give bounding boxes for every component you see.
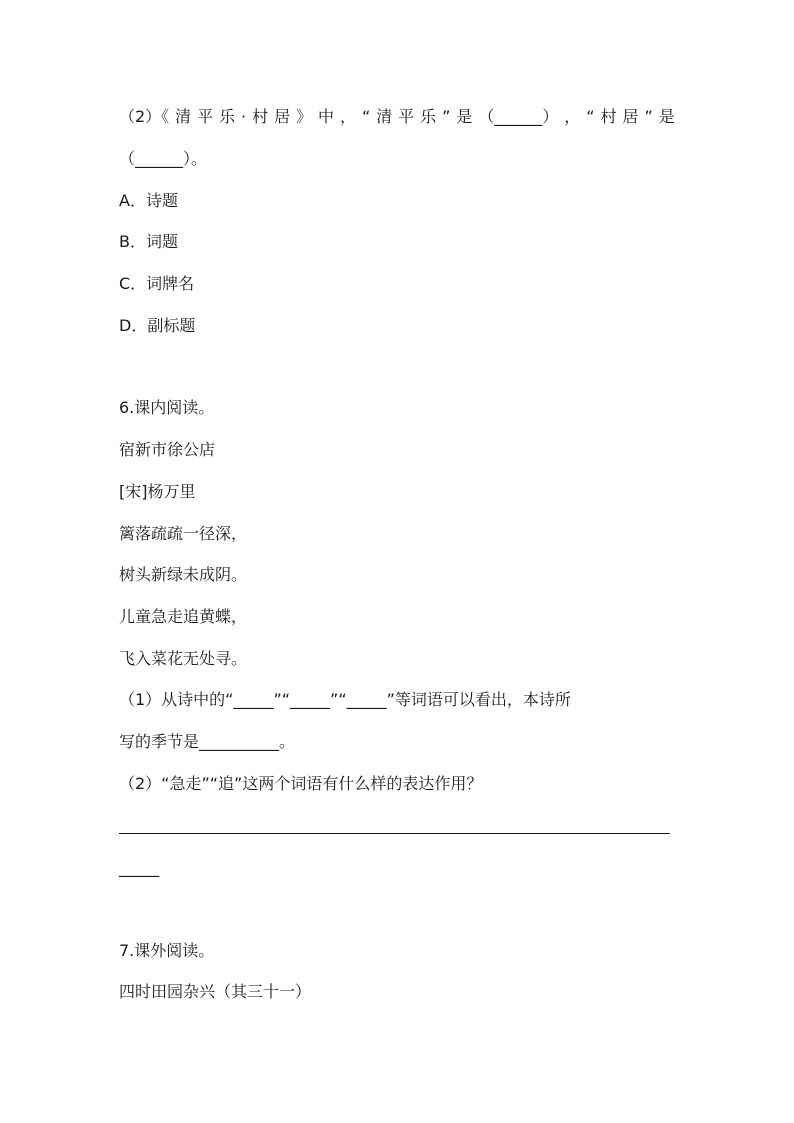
q5-2-prompt-part: “ [361,107,371,126]
q5-2-prompt-part: · [241,107,247,126]
q5-2-prompt-part: ” [644,107,653,126]
q5-2-prompt-part: 清 [175,107,192,126]
option-b[interactable]: B．词题 [119,232,178,251]
q6-poem-title: 宿新市徐公店 [119,440,216,459]
q6-poem-line: 篱落疏疏一径深， [119,524,248,543]
q6-sub1-line2[interactable]: 写的季节是__________。 [119,732,296,751]
q5-2-prompt-part: 乐 [219,107,236,126]
q5-2-prompt-part: 居 [622,107,639,126]
q5-2-prompt-part: 中 [318,107,335,126]
q6-poem-line: 儿童急走追黄蝶， [119,607,248,626]
q5-2-blank-1[interactable]: （______） [478,107,559,126]
q6-sub1-line1[interactable]: （1）从诗中的“_____”“_____”“_____”等词语可以看出，本诗所 [119,690,571,709]
q5-2-prompt-part: ， [564,107,581,126]
q5-2-prompt-part: 清 [376,107,393,126]
q6-poem-line: 飞入菜花无处寻。 [119,649,248,668]
q5-2-prompt-part: “ [586,107,595,126]
q6-heading: 6.课内阅读。 [119,398,215,417]
q5-2-prompt-part: （2）《 [119,107,170,126]
q6-sub2-question: （2）“急走”“追”这两个词语有什么样的表达作用？ [119,774,483,793]
q5-2-prompt-part: 居 [274,107,291,126]
q7-heading: 7.课外阅读。 [119,941,215,960]
q5-2-prompt-part: 村 [252,107,269,126]
option-a[interactable]: A．诗题 [119,191,178,210]
q5-2-prompt-part: ， [339,107,356,126]
q5-2-prompt-part: 是 [658,107,675,126]
q7-poem-title: 四时田园杂兴（其三十一） [119,982,312,1001]
option-c[interactable]: C．词牌名 [119,274,195,293]
option-d[interactable]: D．副标题 [119,316,196,335]
q6-author: [宋]杨万里 [119,482,196,501]
q5-2-prompt-line1 [119,107,675,127]
q6-poem-line: 树头新绿未成阴。 [119,565,248,584]
q5-2-prompt-part: 乐 [420,107,437,126]
q5-2-prompt-part: 是 [456,107,473,126]
q5-2-prompt-part: 平 [197,107,214,126]
q5-2-prompt-line2[interactable]: （______）。 [119,149,208,168]
q5-2-prompt-part: 村 [600,107,617,126]
q5-2-prompt-part: ” [442,107,451,126]
q5-2-prompt-part: 》 [296,107,313,126]
q6-answer-tail[interactable]: _____ [119,858,159,877]
q6-answer-line[interactable] [119,833,670,834]
q5-2-prompt-part: 平 [398,107,415,126]
